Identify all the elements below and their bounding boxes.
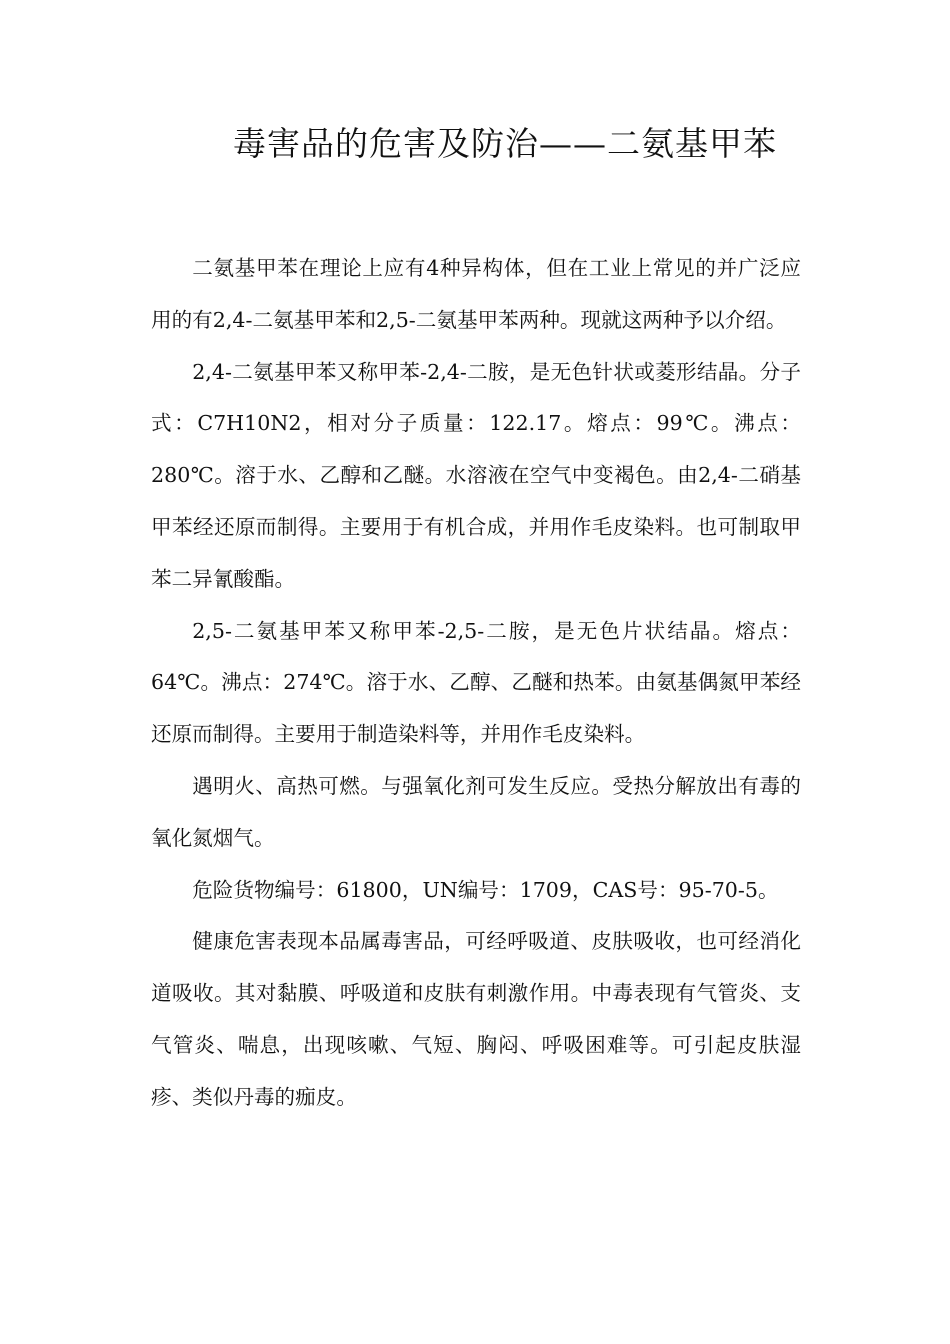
paragraph-health-hazards: 健康危害表现本品属毒害品，可经呼吸道、皮肤吸收，也可经消化道吸收。其对黏膜、呼吸道和皮肤有刺激作用。中毒表现有气管炎、支气管炎、喘息，出现咳嗽、气短、胸闷、呼吸困难等。可引起皮肤湿疹、类似丹毒的痂皮。	[151, 929, 801, 1109]
document-title: 毒害品的危害及防治——二氨基甲苯	[233, 124, 777, 163]
document-body	[151, 243, 801, 1124]
paragraph-identifiers: 危险货物编号：61800，UN编号：1709，CAS号：95-70-5。	[192, 877, 779, 902]
paragraph-flammability: 遇明火、高热可燃。与强氧化剂可发生反应。受热分解放出有毒的氧化氮烟气。	[151, 773, 801, 850]
paragraph-isomers-intro: 二氨基甲苯在理论上应有4种异构体，但在工业上常见的并广泛应用的有2,4-二氨基甲苯和2,5-二氨基甲苯两种。现就这两种予以介绍。	[151, 256, 801, 332]
paragraph-2-4-diaminotoluene: 2,4-二氨基甲苯又称甲苯-2,4-二胺，是无色针状或菱形结晶。分子式：C7H10N2，相对分子质量：122.17。熔点：99℃。沸点：280℃。溶于水、乙醇和乙醚。水溶液在空气中变褐色。由2,4-二硝基甲苯经还原而制得。主要用于有机合成，并用作毛皮染料。也可制取甲苯二异氰酸酯。	[151, 359, 801, 591]
paragraph-2-5-diaminotoluene: 2,5-二氨基甲苯又称甲苯-2,5-二胺，是无色片状结晶。熔点：64℃。沸点：274℃。溶于水、乙醇、乙醚和热苯。由氨基偶氮甲苯经还原而制得。主要用于制造染料等，并用作毛皮染料。	[151, 618, 801, 747]
